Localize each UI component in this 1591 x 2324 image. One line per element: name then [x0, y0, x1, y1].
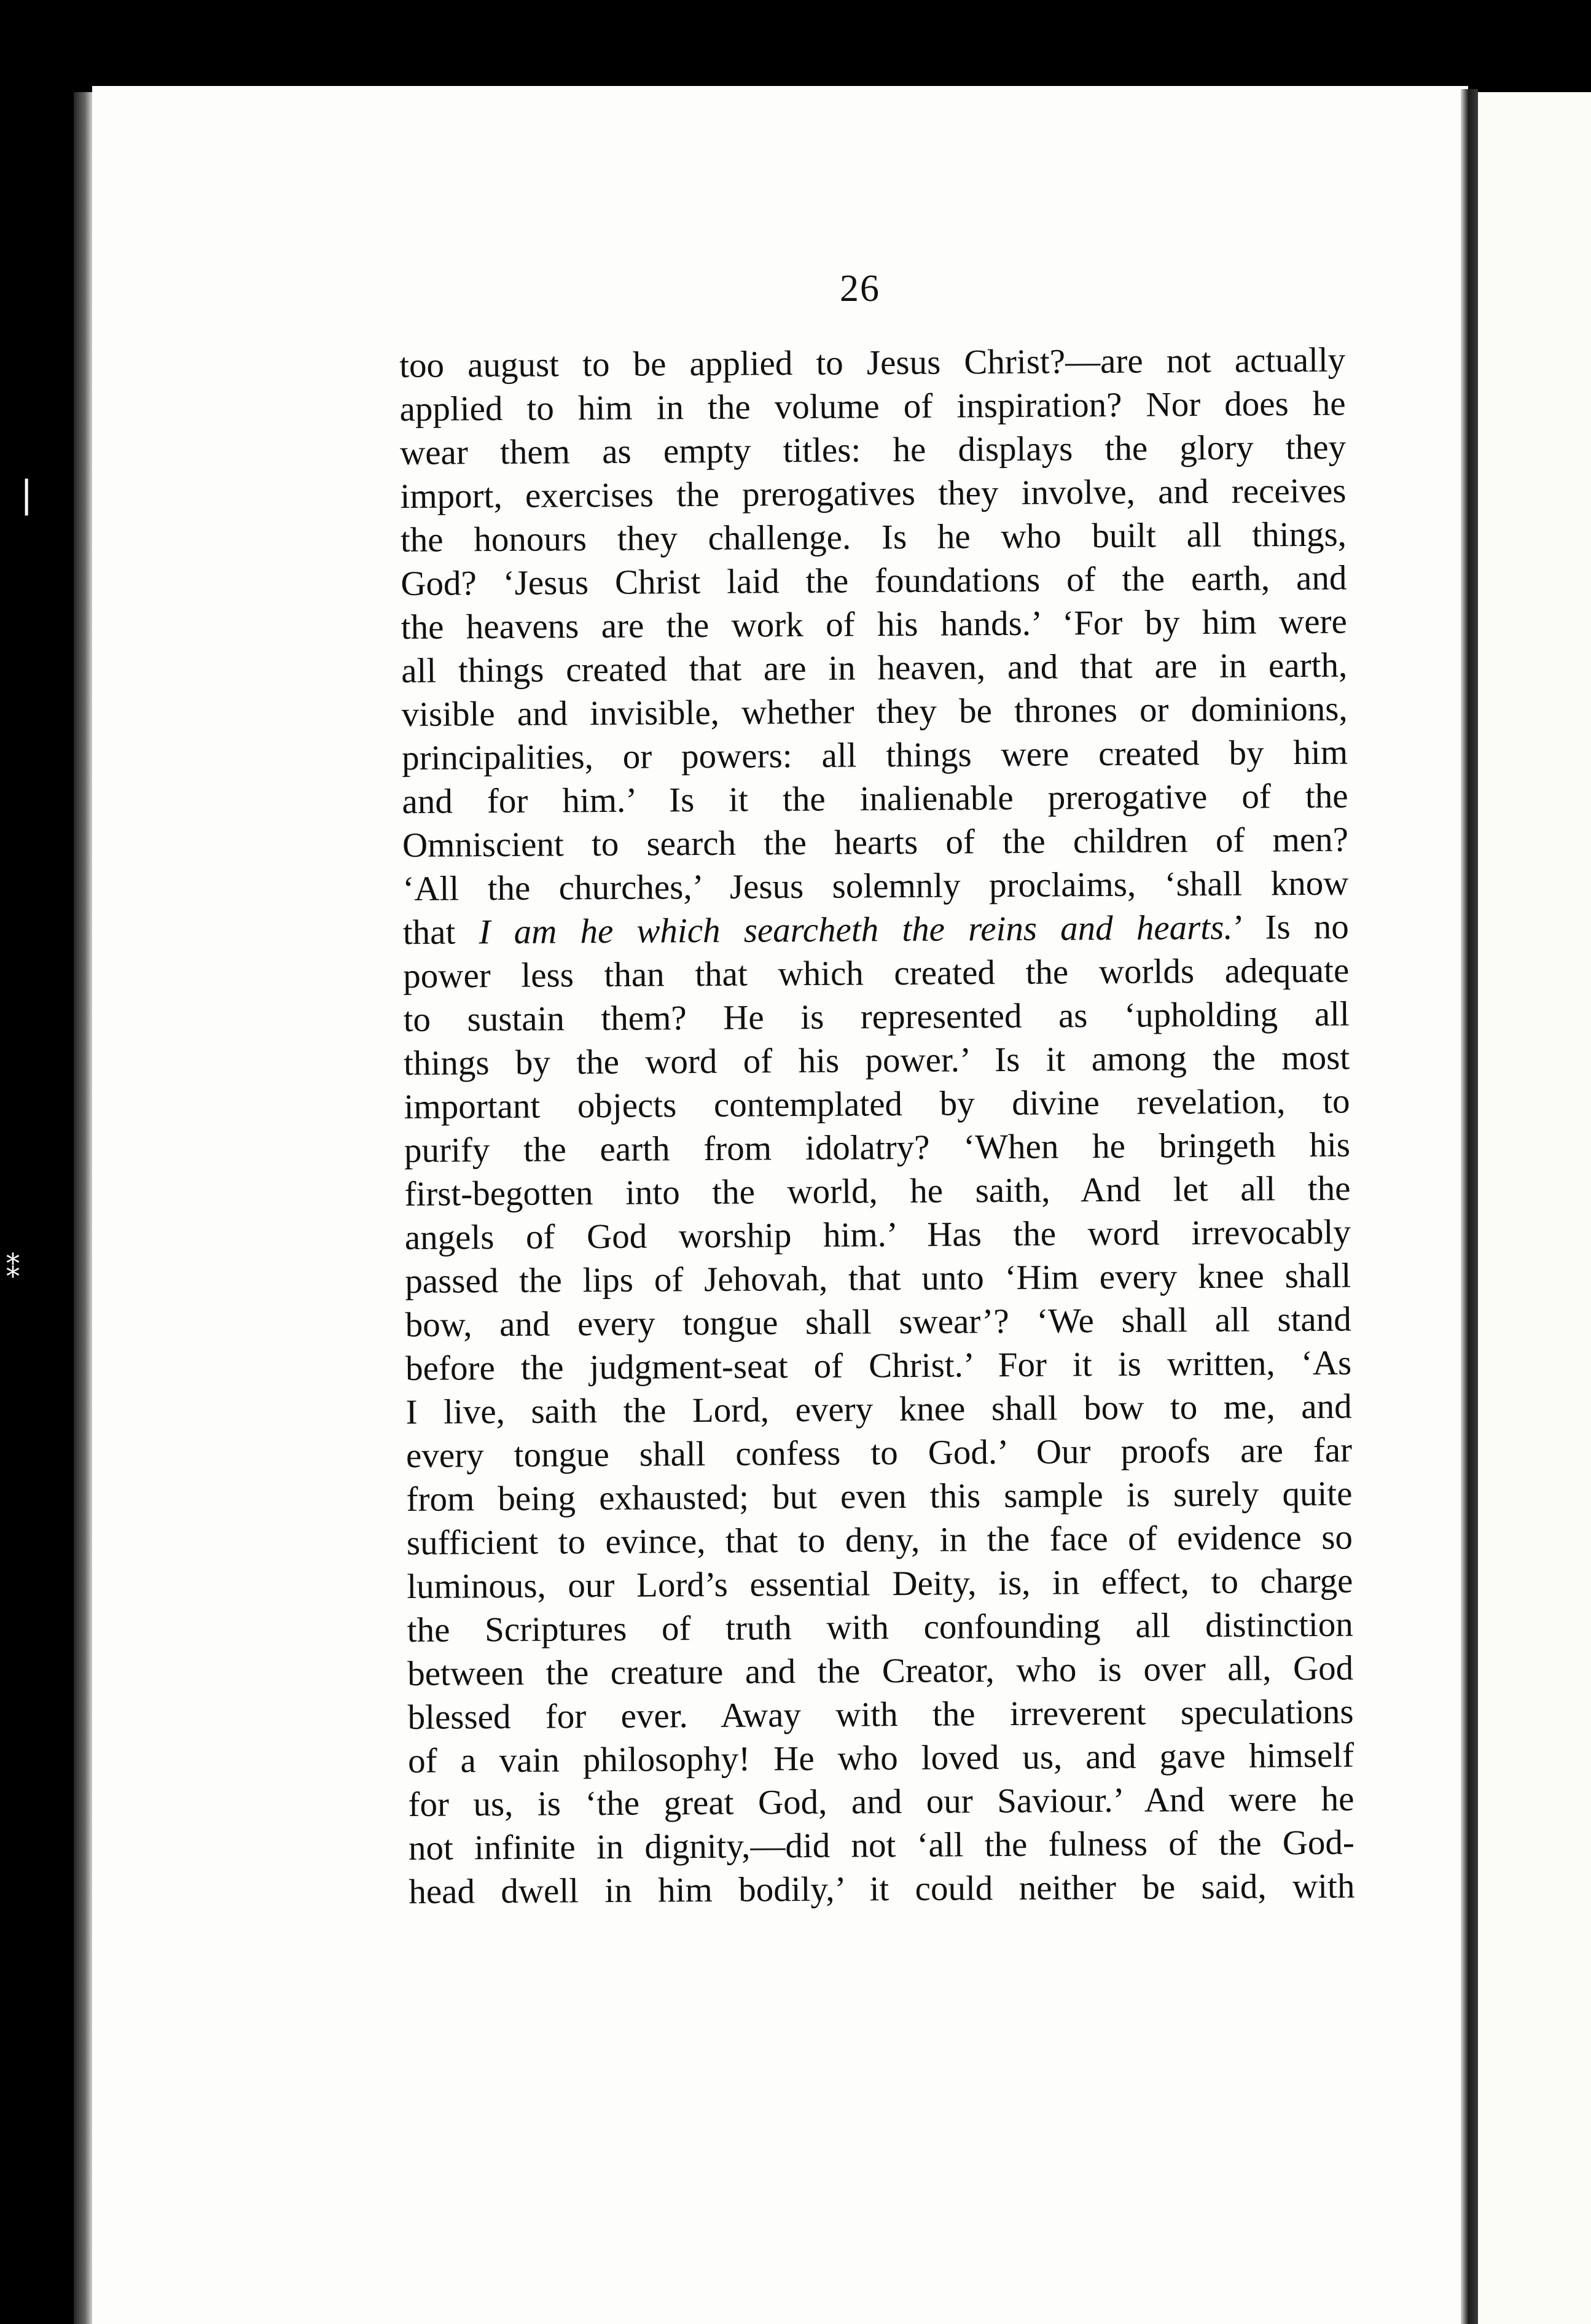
- text-line: [403, 905, 1349, 954]
- text-line: [405, 1385, 1351, 1434]
- text-line: [401, 513, 1347, 562]
- text-line: [403, 949, 1349, 998]
- text-run: wear them as empty titles: he displays the glory they: [399, 427, 1347, 472]
- text-run: the honours they challenge. Is he who built all things,: [400, 515, 1347, 560]
- text-line: [402, 731, 1348, 780]
- text-run: every tongue shall confess to God.’ Our proofs are far: [405, 1430, 1353, 1475]
- text-run: and for him.’ Is it the inalienable prerogative of the: [402, 776, 1348, 821]
- text-line: [407, 1559, 1353, 1608]
- text-run: the Scriptures of truth with confounding all distinction: [407, 1605, 1353, 1650]
- text-run: first-begotten into the world, he saith, And let all the: [404, 1169, 1351, 1214]
- text-line: [400, 469, 1346, 518]
- text-line: [399, 382, 1345, 431]
- text-run: blessed for ever. Away with the irreverent speculations: [407, 1692, 1354, 1737]
- text-line: [407, 1690, 1353, 1739]
- text-run: of a vain philosophy! He who loved us, and gave himself: [407, 1736, 1354, 1780]
- text-line: [402, 862, 1348, 911]
- text-run: ’ Is no: [1232, 907, 1350, 947]
- text-line: [407, 1516, 1353, 1565]
- text-line: [405, 1341, 1351, 1390]
- text-run: all things created that are in heaven, and that are in earth,: [401, 645, 1348, 690]
- text-line: [405, 1211, 1351, 1260]
- text-line: [400, 426, 1346, 475]
- text-line: [404, 1123, 1350, 1172]
- text-line: [408, 1777, 1354, 1827]
- text-run: things by the word of his power.’ Is it among the most: [403, 1038, 1350, 1083]
- text-run: import, exercises the prerogatives they involve, and receives: [400, 471, 1347, 516]
- binding-shadow: [74, 92, 92, 2324]
- page-fold-shadow: [1461, 89, 1478, 2324]
- text-run: before the judgment-seat of Christ.’ For it is written, ‘As: [405, 1343, 1352, 1388]
- text-run: not infinite in dignity,—did not ‘all the fulness of the God-: [408, 1823, 1355, 1868]
- text-line: [406, 1472, 1352, 1521]
- text-run: to sustain them? He is represented as ‘upholding all: [403, 994, 1350, 1039]
- scanner-background-left: [0, 0, 74, 2324]
- text-run: principalities, or powers: all things were created by him: [401, 733, 1348, 778]
- text-line: [407, 1603, 1353, 1652]
- facing-page-edge: [1478, 92, 1591, 2324]
- text-run: Omniscient to search the hearts of the children of men?: [402, 820, 1349, 865]
- text-run: sufficient to evince, that to deny, in the face of evidence so: [406, 1518, 1353, 1562]
- text-run: too august to be applied to Jesus Christ?—are not actually: [399, 340, 1346, 385]
- text-line: [405, 1254, 1351, 1303]
- text-run: I live, saith the Lord, every knee shall bow to me, and: [405, 1387, 1352, 1432]
- italic-quote: I am he which searcheth the reins and hearts.: [479, 908, 1233, 952]
- page-number: 26: [840, 268, 880, 310]
- scanner-background-top: [0, 0, 1591, 86]
- text-run: that: [402, 913, 479, 952]
- scan-speck: ❘: [11, 474, 42, 515]
- text-run: God? ‘Jesus Christ laid the foundations of the earth, and: [401, 558, 1347, 603]
- text-run: angels of God worship him.’ Has the word irrevocably: [404, 1212, 1351, 1257]
- text-run: ‘All the churches,’ Jesus solemnly proclaims, ‘shall know: [402, 864, 1349, 908]
- text-line: [408, 1734, 1354, 1783]
- text-line: [408, 1821, 1354, 1870]
- text-line: [404, 1036, 1350, 1085]
- text-run: important objects contemplated by divine revelation, to: [404, 1082, 1350, 1126]
- text-run: for us, is ‘the great God, and our Saviour.’ And were he: [408, 1779, 1354, 1824]
- text-line: [408, 1865, 1354, 1914]
- text-line: [402, 818, 1348, 867]
- text-line: [401, 600, 1347, 649]
- text-line: [407, 1647, 1353, 1696]
- body-text: [399, 338, 1355, 1914]
- text-run: between the creature and the Creator, who is over all, God: [407, 1648, 1354, 1693]
- text-run: visible and invisible, whether they be thrones or dominions,: [401, 689, 1348, 734]
- text-run: power less than that which created the worlds adequate: [403, 951, 1350, 996]
- text-line: [402, 774, 1348, 824]
- text-run: from being exhausted; but even this sample is surely quite: [406, 1474, 1353, 1519]
- text-line: [401, 556, 1347, 606]
- text-run: the heavens are the work of his hands.’ ‘For by him were: [401, 602, 1347, 647]
- text-line: [401, 644, 1347, 693]
- text-line: [404, 1167, 1350, 1216]
- text-line: [404, 1080, 1350, 1129]
- text-run: applied to him in the volume of inspiration? Nor does he: [399, 384, 1346, 429]
- text-run: luminous, our Lord’s essential Deity, is, in effect, to charge: [407, 1561, 1353, 1606]
- text-line: [406, 1429, 1352, 1478]
- text-run: bow, and every tongue shall swear’? ‘We shall all stand: [405, 1300, 1351, 1344]
- text-run: passed the lips of Jehovah, that unto ‘Him every knee shall: [405, 1256, 1351, 1301]
- text-line: [405, 1298, 1351, 1347]
- scan-speck: ⁑: [6, 1254, 20, 1284]
- text-line: [401, 687, 1347, 736]
- text-run: purify the earth from idolatry? ‘When he bringeth his: [404, 1125, 1351, 1170]
- text-line: [404, 992, 1350, 1042]
- text-run: head dwell in him bodily,’ it could neither be said, with: [408, 1866, 1355, 1911]
- text-line: [399, 338, 1345, 388]
